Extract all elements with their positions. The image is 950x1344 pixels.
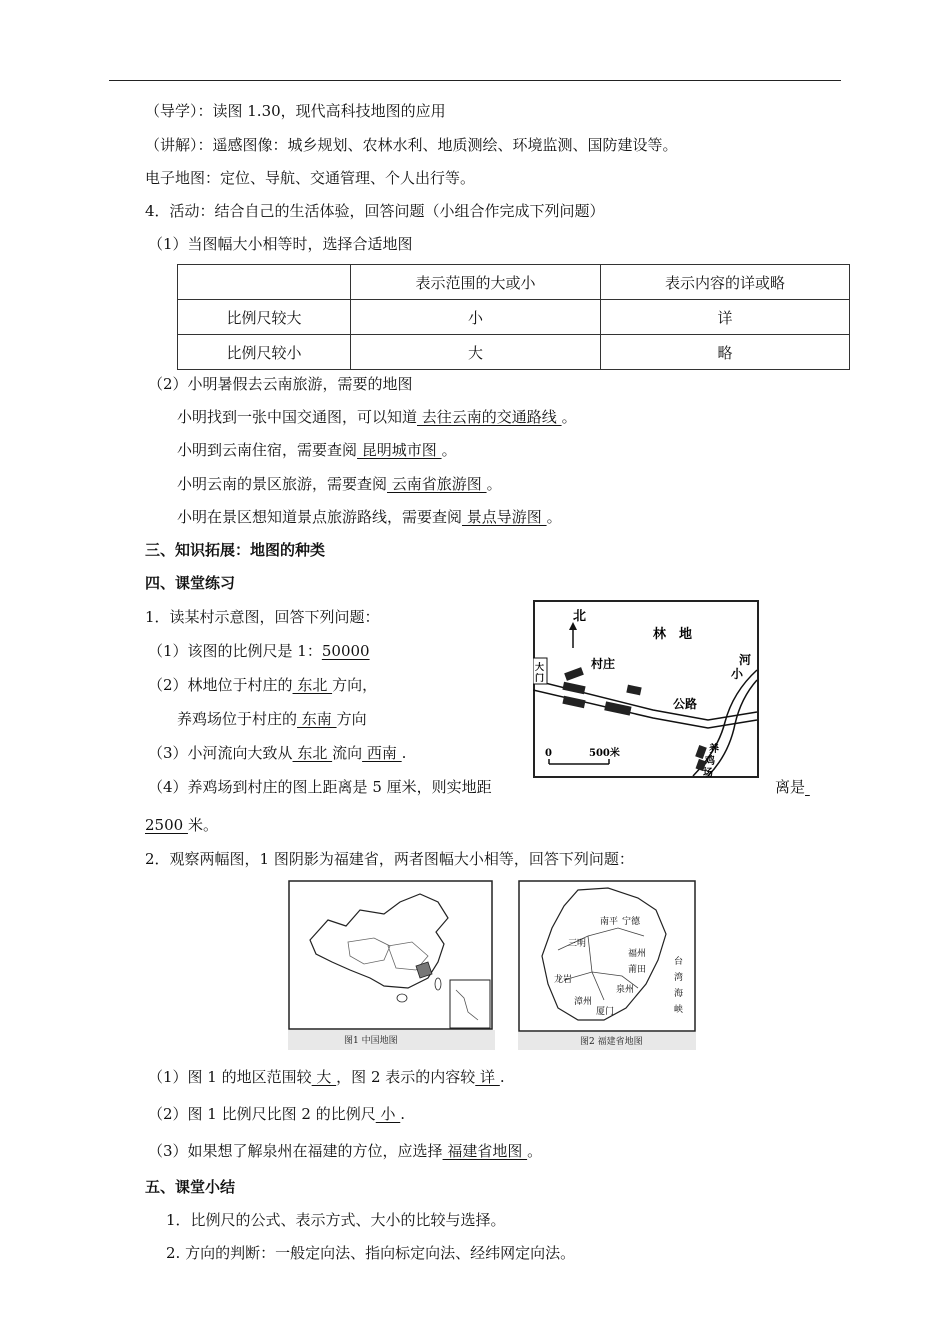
table-cell: 详 (601, 300, 850, 335)
answer-blank: 大 (311, 1068, 337, 1086)
farm-label: 养 (709, 744, 719, 755)
city-label: 三明 (568, 939, 587, 949)
scale-label-500: 500米 (589, 748, 620, 759)
strait-label: 海 (674, 989, 684, 999)
q2-sentence-3: 小明云南的景区旅游，需要查阅 云南省旅游图 。 (177, 475, 502, 493)
q2-sentence-4: 小明在景区想知道景点旅游路线，需要查阅 景点导游图 。 (177, 508, 562, 526)
answer-blank: 景点导游图 (462, 508, 547, 526)
ex1-answer-3: 养鸡场位于村庄的 东南 方向 (177, 710, 367, 728)
answer-blank: 2500 (145, 816, 188, 834)
table-row (178, 300, 850, 335)
ex2-answer-3: （3）如果想了解泉州在福建的方位，应选择 福建省地图 。 (148, 1142, 543, 1160)
ex1-answer-5-tail: 离是 (775, 778, 806, 796)
header-rule (109, 80, 841, 81)
exercise-2-title: 2．观察两幅图，1 图阴影为福建省，两者图幅大小相等，回答下列问题： (145, 850, 634, 868)
section-3-heading: 三、知识拓展：地图的种类 (145, 541, 326, 559)
city-label: 莆田 (628, 965, 647, 975)
intro-line-1: （导学）：读图 1.30，现代高科技地图的应用 (145, 102, 446, 120)
city-label: 龙岩 (554, 975, 573, 985)
q2-sentence-2: 小明到云南住宿，需要查阅 昆明城市图 。 (177, 441, 457, 459)
scale-table (177, 264, 850, 370)
table-cell: 小 (351, 300, 601, 335)
forest-label: 林 地 (653, 627, 693, 642)
table-cell: 比例尺较大 (178, 300, 351, 335)
farm-label: 场 (703, 768, 713, 779)
answer-blank: 福建省地图 (442, 1142, 528, 1160)
fujian-map-figure (518, 880, 696, 1050)
strait-label: 湾 (674, 973, 684, 983)
city-label: 漳州 (574, 997, 593, 1007)
table-header-cell: 表示范围的大或小 (351, 265, 601, 300)
ex1-answer-2: （2）林地位于村庄的 东北 方向， (148, 676, 378, 694)
city-label: 宁德 (622, 917, 641, 927)
city-label: 福州 (628, 949, 647, 959)
ex1-answer-4: （3）小河流向大致从 东北 流向 西南 . (148, 744, 407, 762)
intro-line-2: （讲解）：遥感图像：城乡规划、农林水利、地质测绘、环境监测、国防建设等。 (145, 136, 678, 154)
answer-blank: 详 (475, 1068, 500, 1086)
table-cell: 略 (601, 335, 850, 370)
strait-label: 峡 (674, 1005, 684, 1015)
figure-2-caption: 图2 福建省地图 (580, 1037, 643, 1047)
figure-1-caption: 图1 中国地图 (344, 1036, 398, 1046)
table-header-row (178, 265, 850, 300)
north-label: 北 (573, 609, 587, 624)
question-2: （2）小明暑假去云南旅游，需要的地图 (148, 375, 413, 393)
scale-label-0: 0 (545, 748, 552, 759)
farm-label: 鸡 (705, 756, 715, 767)
ex1-answer-5: （4）养鸡场到村庄的图上距离是 5 厘米，则实地距 (148, 778, 492, 796)
summary-item-2: 2. 方向的判断：一般定向法、指向标定向法、经纬网定向法。 (166, 1244, 576, 1262)
gate-label: 门 (535, 674, 545, 684)
table-cell: 大 (351, 335, 601, 370)
answer-blank: 昆明城市图 (357, 441, 442, 459)
river-label: 小 (731, 667, 744, 681)
answer-blank: 小 (375, 1105, 401, 1123)
answer-blank: 50000 (321, 642, 370, 660)
answer-blank: 东北 (292, 744, 333, 762)
river-label: 河 (739, 653, 752, 667)
answer-blank: 东南 (297, 710, 337, 728)
ex2-answer-2: （2）图 1 比例尺比图 2 的比例尺 小 . (148, 1105, 406, 1123)
city-label: 泉州 (616, 985, 635, 995)
table-header-cell (178, 265, 351, 300)
gate-label: 大 (535, 663, 545, 673)
road-label: 公路 (673, 697, 698, 711)
intro-line-3: 电子地图：定位、导航、交通管理、个人出行等。 (145, 169, 476, 187)
city-label: 厦门 (596, 1007, 615, 1017)
question-1: （1）当图幅大小相等时，选择合适地图 (148, 235, 413, 253)
village-label: 村庄 (591, 657, 616, 671)
section-5-heading: 五、课堂小结 (145, 1178, 236, 1196)
ex2-answer-1: （1）图 1 的地区范围较 大 ，图 2 表示的内容较 详 . (148, 1068, 505, 1086)
summary-item-1: 1．比例尺的公式、表示方式、大小的比较与选择。 (166, 1211, 506, 1229)
table-header-cell: 表示内容的详或略 (601, 265, 850, 300)
strait-label: 台 (674, 957, 684, 967)
table-cell: 比例尺较小 (178, 335, 351, 370)
ex1-answer-1: （1）该图的比例尺是 1：50000 (148, 642, 370, 660)
ex1-answer-5-cont: 2500 米。 (145, 816, 218, 834)
table-row (178, 335, 850, 370)
china-map-figure (288, 880, 495, 1050)
activity-heading: 4．活动：结合自己的生活体验，回答问题（小组合作完成下列问题） (145, 202, 605, 220)
answer-blank: 东北 (292, 676, 333, 694)
q2-sentence-1: 小明找到一张中国交通图，可以知道 去往云南的交通路线 。 (177, 408, 577, 426)
exercise-1-title: 1．读某村示意图，回答下列问题： (145, 608, 380, 626)
answer-blank: 云南省旅游图 (387, 475, 487, 493)
city-label: 南平 (600, 917, 619, 927)
answer-blank: 去往云南的交通路线 (417, 408, 562, 426)
answer-blank: 西南 (362, 744, 402, 762)
village-map (533, 600, 759, 780)
section-4-heading: 四、课堂练习 (145, 574, 236, 592)
